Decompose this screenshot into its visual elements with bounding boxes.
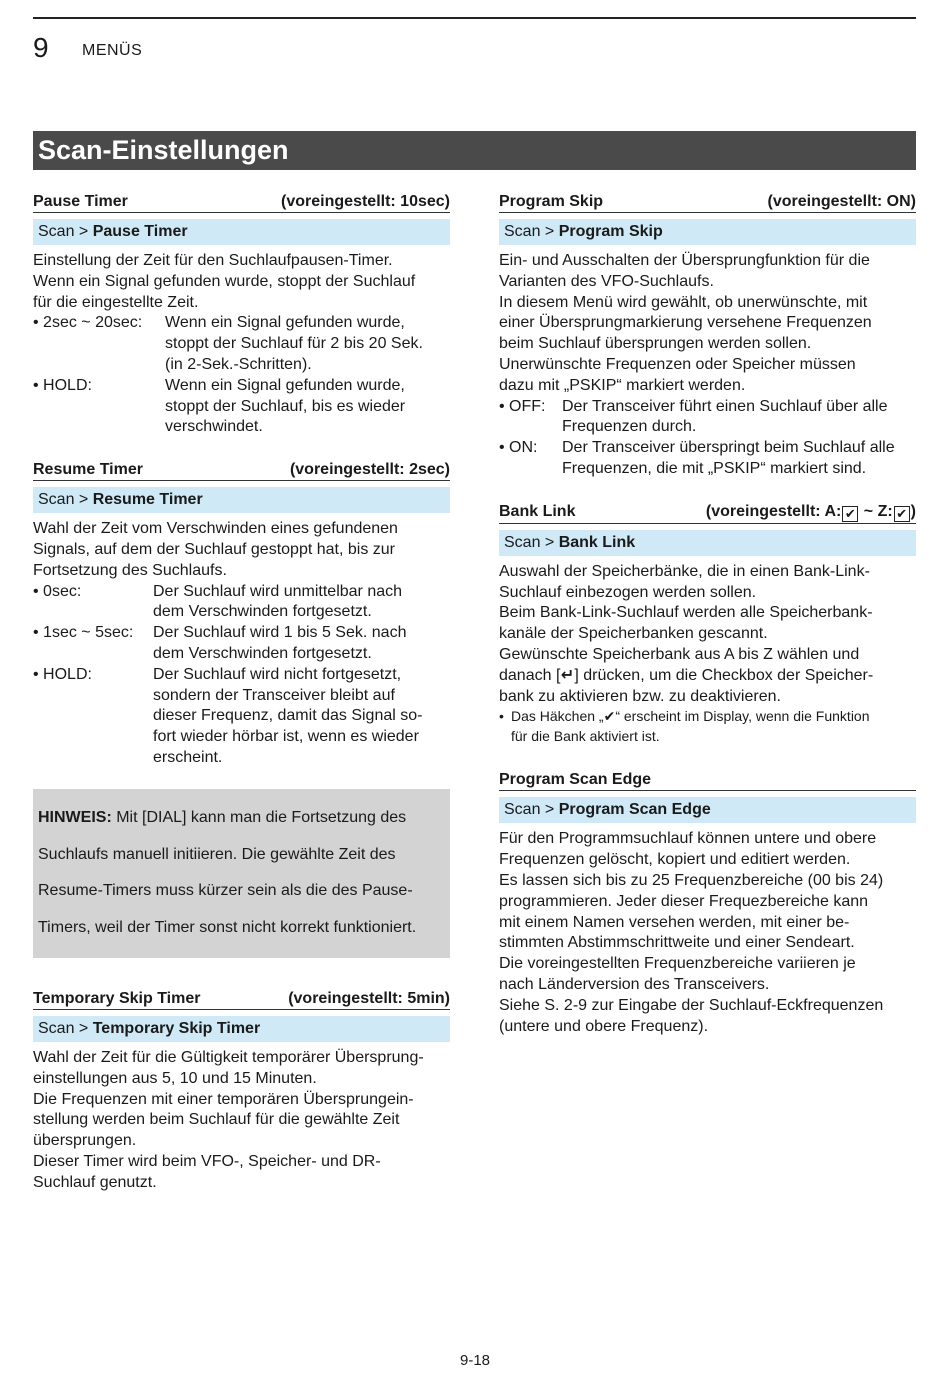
text-line: kanäle der Speicherbanken gescannt. xyxy=(499,625,768,643)
program-skip-title: Program Skip xyxy=(499,193,604,210)
option-key: • HOLD: xyxy=(33,376,92,394)
option-key: • 2sec ~ 20sec: xyxy=(33,314,143,332)
text-line: fort wieder hörbar ist, wenn es wieder xyxy=(153,728,419,746)
text-line: Frequenzen durch. xyxy=(562,418,697,436)
text-line: programmieren. Jeder dieser Frequezbereiche kann xyxy=(499,892,869,910)
text-line: Suchlauf genutzt. xyxy=(33,1173,157,1191)
right-column xyxy=(499,192,916,1037)
text-line: Signals, auf dem der Suchlauf gestoppt hat, bis zur xyxy=(33,540,395,558)
resume-timer-title: Resume Timer xyxy=(33,461,143,479)
text-line: In diesem Menü wird gewählt, ob unerwünschte, mit xyxy=(499,293,868,311)
text-line: (in 2-Sek.-Schritten). xyxy=(165,355,312,373)
bank-link-heading xyxy=(499,502,916,524)
text-line: Die voreingestellten Frequenzbereiche variieren je xyxy=(499,955,856,973)
option-value xyxy=(562,397,916,439)
menu-path-prefix: Scan > xyxy=(504,533,559,551)
hinweis-note xyxy=(33,789,450,958)
text-line: Die Frequenzen mit einer temporären Übersprungein- xyxy=(33,1090,414,1108)
default-text: ) xyxy=(910,502,916,520)
text-line: dieser Frequenz, damit das Signal so- xyxy=(153,707,423,725)
program-skip-menu-path xyxy=(499,219,916,245)
bank-link-note xyxy=(499,707,916,746)
text-line: stimmten Abstimmschrittweite und einer Sendeart. xyxy=(499,934,855,952)
text-line: Der Transceiver führt einen Suchlauf über alle xyxy=(562,397,888,415)
menu-path-item: Temporary Skip Timer xyxy=(92,1019,261,1037)
option-hold xyxy=(33,665,450,769)
program-skip-default: (voreingestellt: ON) xyxy=(767,193,916,210)
bullet: • xyxy=(499,708,504,725)
bank-link-default xyxy=(706,502,916,522)
text-line: erscheint. xyxy=(153,748,223,766)
text-line: Wenn ein Signal gefunden wurde, stoppt der Suchlauf xyxy=(33,272,416,290)
option-value xyxy=(153,665,450,769)
program-skip-body xyxy=(499,251,916,480)
bank-link-title: Bank Link xyxy=(499,502,576,520)
option-1sec-5sec xyxy=(33,623,450,665)
text-line: mit einem Namen versehen werden, mit einer be- xyxy=(499,913,850,931)
text-line: Der Transceiver überspringt beim Suchlauf alle xyxy=(562,439,895,457)
text-line: für die eingestellte Zeit. xyxy=(33,293,199,311)
text-line: dazu mit „PSKIP“ markiert werden. xyxy=(499,376,746,394)
chapter-number: 9 xyxy=(33,32,49,63)
hinweis-label: HINWEIS: xyxy=(38,808,112,826)
pause-timer-default: (voreingestellt: 10sec) xyxy=(281,193,450,210)
text-line: Es lassen sich bis zu 25 Frequenzbereiche (00 bis 24) xyxy=(499,871,884,889)
menu-path-prefix: Scan > xyxy=(504,223,559,240)
text-line: dem Verschwinden fortgesetzt. xyxy=(153,644,372,662)
checkbox-checked-icon: ✔ xyxy=(842,506,858,522)
text-line: bank zu aktivieren bzw. zu deaktivieren. xyxy=(499,687,781,705)
text-line: Einstellung der Zeit für den Suchlaufpausen-Timer. xyxy=(33,252,393,269)
pause-timer-menu-path xyxy=(33,219,450,245)
text-line: Das Häkchen „✔“ erscheint im Display, wenn die Funktion xyxy=(511,708,870,725)
option-key: • ON: xyxy=(499,439,538,457)
text-line: Suchlauf einbezogen werden sollen. xyxy=(499,583,757,601)
text-line: (untere und obere Frequenz). xyxy=(499,1017,709,1035)
program-scan-edge-title: Program Scan Edge xyxy=(499,771,652,789)
option-value xyxy=(153,623,450,665)
pause-timer-body xyxy=(33,251,450,438)
text-line: Beim Bank-Link-Suchlauf werden alle Speicherbank- xyxy=(499,604,873,622)
text-line: übersprungen. xyxy=(33,1132,137,1150)
text-line: beim Suchlauf übersprungen werden sollen. xyxy=(499,335,812,353)
text-line: stoppt der Suchlauf, bis es wieder xyxy=(165,397,406,415)
text-line: Auswahl der Speicherbänke, die in einen Bank-Link- xyxy=(499,562,870,580)
option-value xyxy=(165,376,450,438)
text-line: Suchlaufs manuell initiieren. Die gewählte Zeit des xyxy=(38,845,396,863)
text-line: Fortsetzung des Suchlaufs. xyxy=(33,561,227,579)
text-fragment: danach [ xyxy=(499,666,561,684)
text-line: stoppt der Suchlauf für 2 bis 20 Sek. xyxy=(165,335,423,353)
menu-path-prefix: Scan > xyxy=(38,1019,93,1037)
default-text: (voreingestellt: A: xyxy=(705,502,842,520)
text-line: Varianten des VFO-Suchlaufs. xyxy=(499,272,714,290)
text-line: Dieser Timer wird beim VFO-, Speicher- und DR- xyxy=(33,1152,381,1170)
chapter-title: MENÜS xyxy=(82,42,143,59)
text-line: stellung werden beim Suchlauf für die gewählte Zeit xyxy=(33,1111,400,1129)
program-scan-edge-menu-path xyxy=(499,797,916,823)
text-line: einstellungen aus 5, 10 und 15 Minuten. xyxy=(33,1069,317,1087)
resume-timer-body xyxy=(33,519,450,769)
option-key: • 0sec: xyxy=(33,582,82,600)
temporary-skip-body xyxy=(33,1048,450,1194)
text-line: sondern der Transceiver bleibt auf xyxy=(153,686,395,704)
option-key: • OFF: xyxy=(499,397,546,415)
text-line: Wenn ein Signal gefunden wurde, xyxy=(165,376,405,394)
default-text: ~ Z: xyxy=(859,502,893,520)
menu-path-prefix: Scan > xyxy=(504,801,559,819)
menu-path-prefix: Scan > xyxy=(38,491,93,509)
menu-path-item: Bank Link xyxy=(558,533,636,551)
text-line: Unerwünschte Frequenzen oder Speicher müssen xyxy=(499,355,856,373)
checkbox-checked-icon: ✔ xyxy=(894,506,910,522)
left-column xyxy=(33,192,450,1194)
text-line: Gewünschte Speicherbank aus A bis Z wählen und xyxy=(499,645,860,663)
text-line: Der Suchlauf wird 1 bis 5 Sek. nach xyxy=(153,624,407,642)
text-line: dem Verschwinden fortgesetzt. xyxy=(153,603,372,621)
option-value xyxy=(562,438,916,480)
option-key: • HOLD: xyxy=(33,665,92,683)
menu-path-item: Program Skip xyxy=(558,223,663,240)
bank-link-body xyxy=(499,562,916,747)
temporary-skip-menu-path xyxy=(33,1016,450,1042)
text-line: Resume-Timers muss kürzer sein als die des Pause- xyxy=(38,882,413,900)
option-hold xyxy=(33,376,450,438)
text-line: Für den Programmsuchlauf können untere und obere xyxy=(499,830,877,848)
section-title: Scan-Einstellungen xyxy=(33,131,916,170)
text-line: Wahl der Zeit vom Verschwinden eines gefundenen xyxy=(33,520,398,538)
option-value xyxy=(165,313,450,375)
resume-timer-heading xyxy=(33,460,450,481)
program-scan-edge-body xyxy=(499,829,916,1037)
menu-path-item: Pause Timer xyxy=(92,223,188,240)
temporary-skip-default: (voreingestellt: 5min) xyxy=(288,989,450,1007)
text-line: nach Länderversion des Transceivers. xyxy=(499,975,770,993)
option-0sec xyxy=(33,582,450,624)
text-line: Siehe S. 2-9 zur Eingabe der Suchlauf-Eckfrequenzen xyxy=(499,996,884,1014)
option-key: • 1sec ~ 5sec: xyxy=(33,624,134,642)
pause-timer-heading xyxy=(33,192,450,213)
resume-timer-default: (voreingestellt: 2sec) xyxy=(289,461,450,479)
page-number: 9-18 xyxy=(459,1352,491,1369)
text-line xyxy=(499,666,916,687)
menu-path-item: Program Scan Edge xyxy=(558,801,711,819)
menu-path-item: Resume Timer xyxy=(92,491,203,509)
note-text xyxy=(511,707,870,746)
enter-key-icon: ↵ xyxy=(560,666,575,684)
menu-path-prefix: Scan > xyxy=(38,223,93,240)
temporary-skip-title: Temporary Skip Timer xyxy=(33,989,201,1007)
text-line: Wahl der Zeit für die Gültigkeit temporärer Übersprung- xyxy=(33,1048,424,1066)
option-off xyxy=(499,397,916,439)
bank-link-menu-path xyxy=(499,530,916,556)
text-line: Ein- und Ausschalten der Übersprungfunktion für die xyxy=(499,252,870,269)
text-line: Frequenzen, die mit „PSKIP“ markiert sind. xyxy=(562,459,867,477)
text-line: Frequenzen gelöscht, kopiert und editiert werden. xyxy=(499,851,851,869)
pause-timer-title: Pause Timer xyxy=(33,193,128,210)
text-fragment: ] drücken, um die Checkbox der Speicher- xyxy=(574,666,874,684)
text-line: Der Suchlauf wird unmittelbar nach xyxy=(153,582,403,600)
temporary-skip-heading xyxy=(33,989,450,1010)
text-line: Wenn ein Signal gefunden wurde, xyxy=(165,314,405,332)
text-line: für die Bank aktiviert ist. xyxy=(511,727,660,744)
option-value xyxy=(153,582,450,624)
text-line: Mit [DIAL] kann man die Fortsetzung des xyxy=(111,808,407,826)
option-2sec-20sec xyxy=(33,313,450,375)
resume-timer-menu-path xyxy=(33,487,450,513)
option-on xyxy=(499,438,916,480)
text-line: einer Übersprungmarkierung versehene Frequenzen xyxy=(499,314,872,332)
text-line: verschwindet. xyxy=(165,418,263,436)
program-skip-heading xyxy=(499,192,916,213)
text-line: Der Suchlauf wird nicht fortgesetzt, xyxy=(153,665,402,683)
program-scan-edge-heading xyxy=(499,770,916,791)
text-line: Timers, weil der Timer sonst nicht korrekt funktioniert. xyxy=(38,919,417,937)
top-rule xyxy=(33,17,916,19)
